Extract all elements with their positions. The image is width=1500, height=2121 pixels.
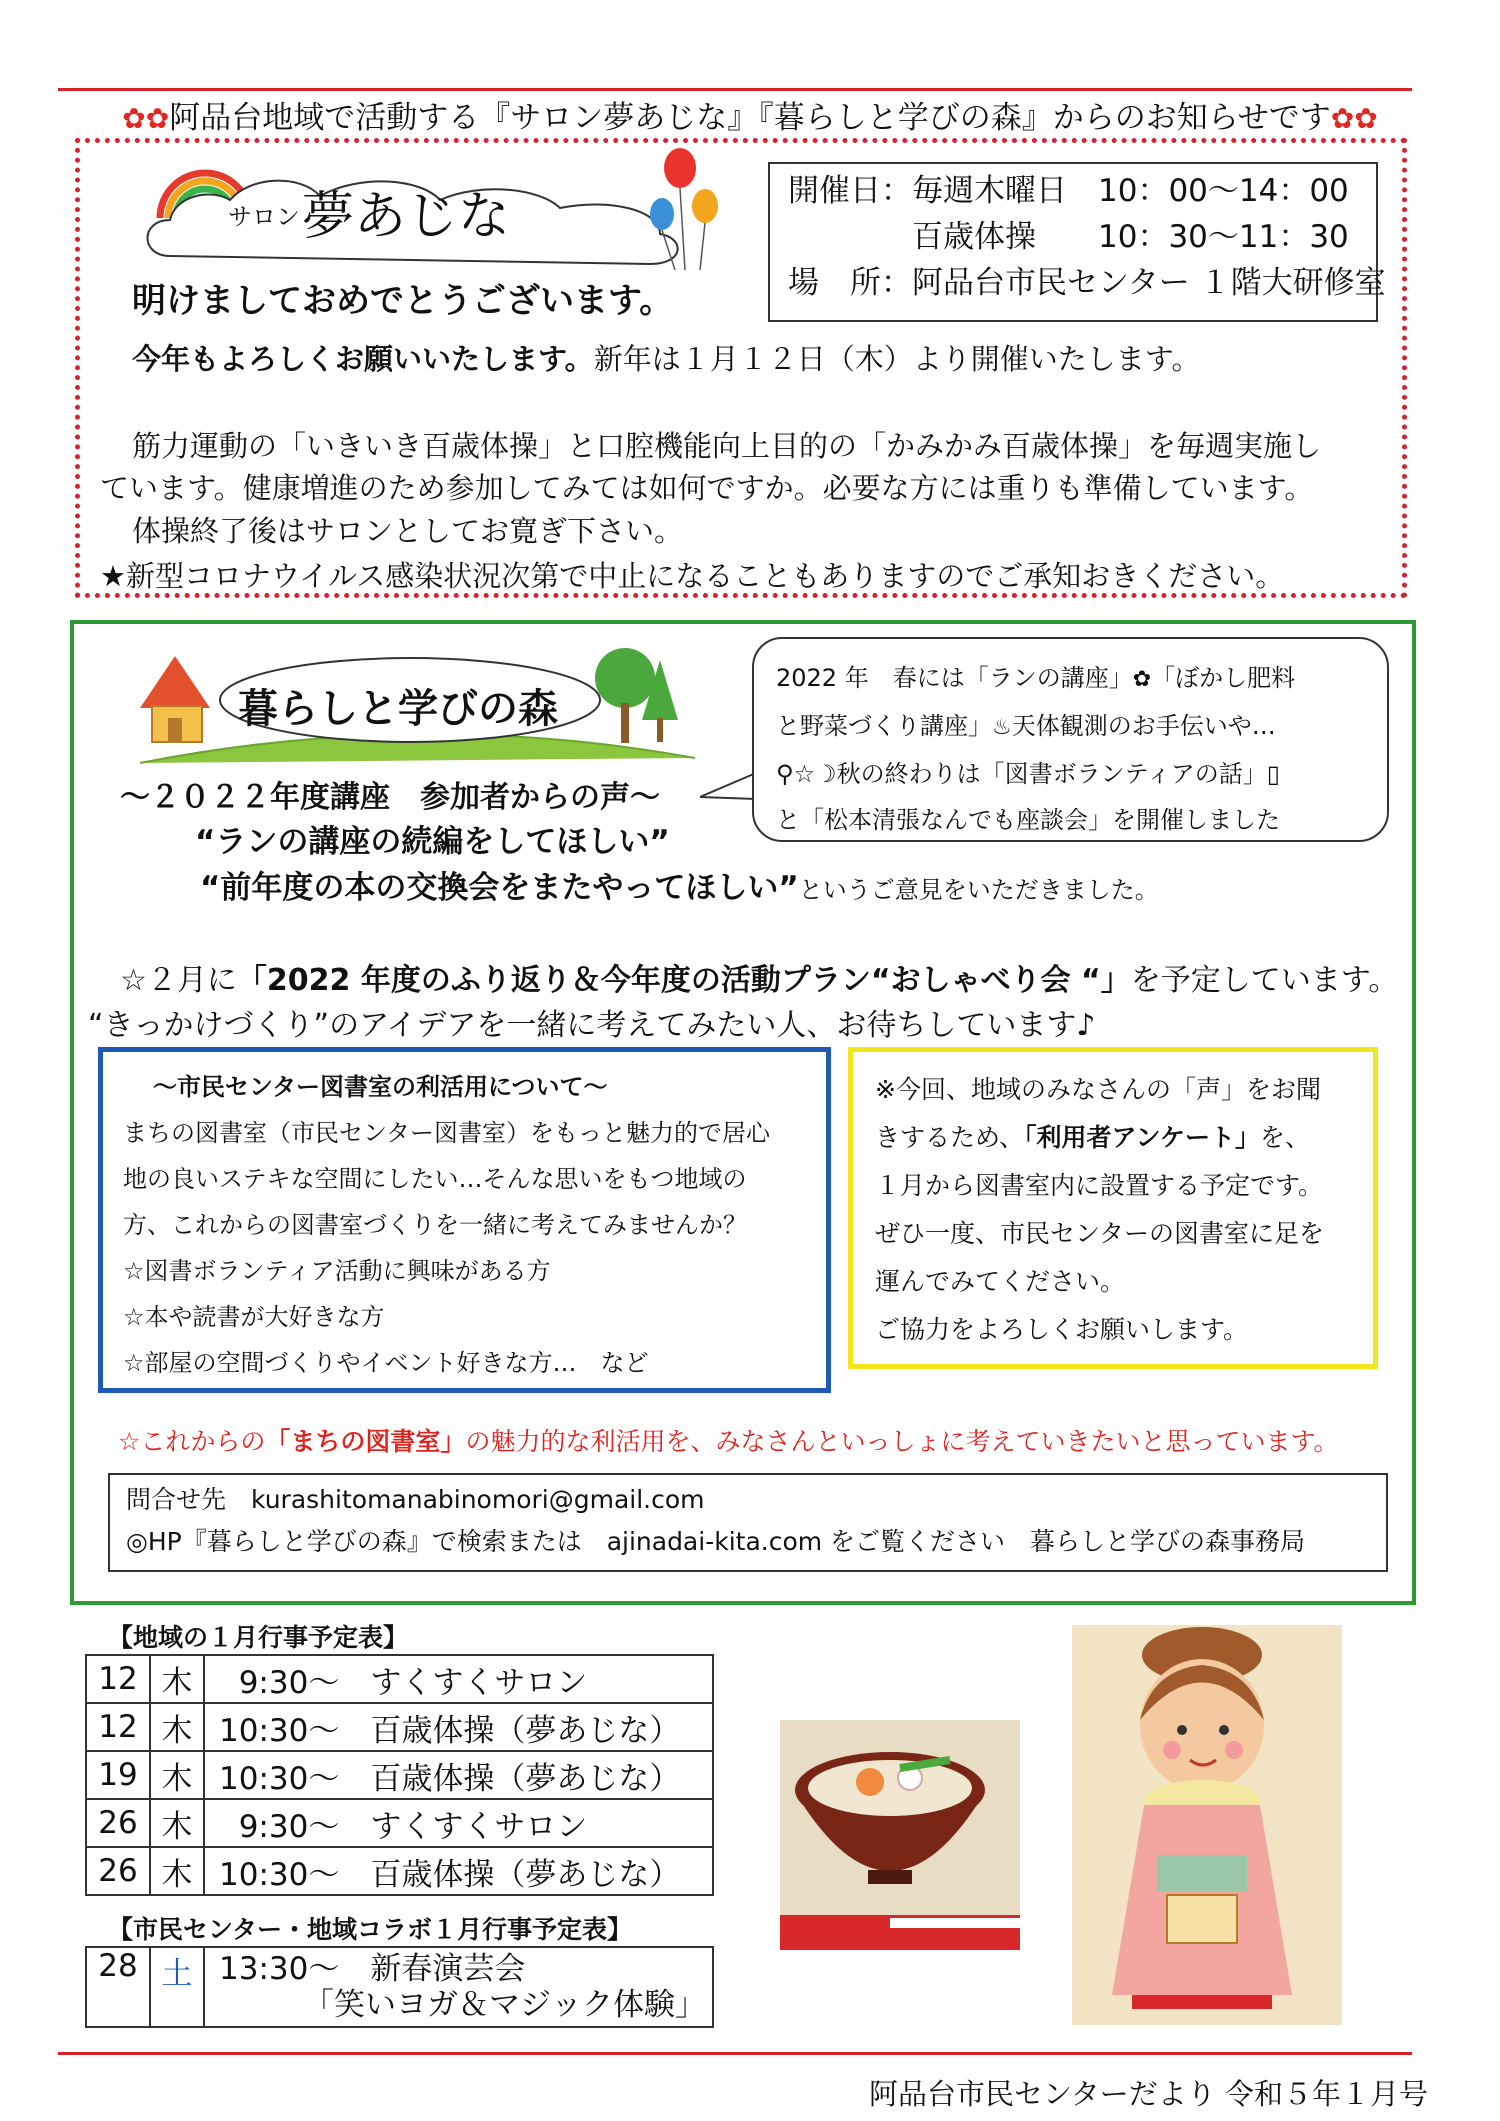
- ozoni-soup-illustration: [780, 1720, 1020, 1950]
- kimono-girl-illustration: [1072, 1625, 1342, 2025]
- telescope-icon: ⚲: [776, 760, 794, 788]
- voices-title: ～２０２２年度講座 参加者からの声～: [120, 780, 660, 815]
- plan-line-1: ☆２月に「2022 年度のふり返り＆今年度の活動プラン“おしゃべり会 “」を予定しています。: [120, 963, 1399, 998]
- library-box-line: 方、これからの図書室づくりを一緒に考えてみませんか？: [123, 1211, 747, 1239]
- plan-line-2: “きっかけづくり”のアイデアを一緒に考えてみたい人、お待ちしています♪: [88, 1008, 1096, 1043]
- newsletter-footer: 阿品台市民センターだより 令和５年１月号: [868, 2077, 1428, 2111]
- survey-line: 運んでみてください。: [875, 1267, 1126, 1296]
- survey-line: ぜひ一度、市民センターの図書室に足を: [875, 1219, 1325, 1248]
- info-line: 百歳体操 10：30～11：30: [788, 219, 1349, 255]
- survey-line: ※今回、地域のみなさんの「声」をお聞: [875, 1075, 1321, 1104]
- salon-paragraph-2a: 筋力運動の「いきいき百歳体操」と口腔機能向上目的の「かみかみ百歳体操」を毎週実施し: [132, 429, 1322, 463]
- library-info-box: [98, 1047, 831, 1393]
- speech-bubble: 2022 年 春には「ランの講座」✿「ぼかし肥料 と野菜づくり講座」♨天体観測のお手伝いや… ⚲☆☽秋の終わりは「図書ボランティアの話」▯ と「松本清張なんでも座談会」を開催しました: [752, 637, 1389, 842]
- house-icon: [140, 656, 210, 742]
- library-box-line: 地の良いステキな空間にしたい…そんな思いをもつ地域の: [123, 1165, 747, 1193]
- salon-info-box: [768, 162, 1386, 322]
- table-row: 26 木 10:30～ 百歳体操（夢あじな）: [86, 1847, 713, 1895]
- schedule-title: 【地域の１月行事予定表】: [108, 1623, 409, 1652]
- library-box-line: ☆部屋の空間づくりやイベント好きな方… など: [123, 1349, 649, 1377]
- table-row: 12 木 9:30～ すくすくサロン: [86, 1655, 713, 1703]
- book-icon: ▯: [1266, 760, 1280, 788]
- greeting: 明けましておめでとうございます。: [132, 281, 674, 321]
- library-box-line: まちの図書室（市民センター図書室）をもっと魅力的で居心: [123, 1119, 771, 1147]
- flower-icon: ✿: [1132, 667, 1152, 692]
- flower-icon: ✿✿: [122, 102, 170, 135]
- survey-line: ご協力をよろしくお願いします。: [875, 1315, 1249, 1344]
- survey-line: １月から図書室内に設置する予定です。: [875, 1171, 1324, 1200]
- header-line: ✿✿阿品台地域で活動する『サロン夢あじな』『暮らしと学びの森』からのお知らせです✿✿: [122, 100, 1378, 136]
- salon-notice: ★新型コロナウイルス感染状況次第で中止になることもありますのでご承知おきください。: [100, 559, 1285, 593]
- library-box-line: ☆本や読書が大好きな方: [123, 1303, 385, 1331]
- speech-bubble-tail: [700, 765, 760, 805]
- collab-schedule-table: [85, 1946, 714, 2028]
- library-box-line: ☆図書ボランティア活動に興味がある方: [123, 1257, 551, 1285]
- table-row: 19 木 10:30～ 百歳体操（夢あじな）: [86, 1751, 713, 1799]
- mori-logo-title: 暮らしと学びの森: [238, 686, 558, 732]
- contact-email: 問合せ先 kurashitomanabinomori@gmail.com: [126, 1485, 705, 1514]
- survey-box: [848, 1047, 1378, 1369]
- contact-website: ◎HP『暮らしと学びの森』で検索または ajinadai-kita.com をご覧ください 暮らしと学びの森事務局: [126, 1527, 1306, 1556]
- top-rule: [58, 88, 1412, 91]
- info-line: 場 所：阿品台市民センター １階大研修室: [788, 265, 1386, 301]
- voice-2-row: “前年度の本の交換会をまたやってほしい”というご意見をいただきました。: [200, 870, 1159, 906]
- library-call-to-action: ☆これからの「まちの図書室」の魅力的な利活用を、みなさんといっしょに考えていきたいと思っています。: [118, 1427, 1339, 1456]
- salon-logo-title: 夢あじな: [302, 187, 511, 247]
- collab-schedule-title: 【市民センター・地域コラボ１月行事予定表】: [108, 1915, 633, 1944]
- salon-paragraph-2b: ています。健康増進のため参加してみては如何ですか。必要な方には重りも準備しています。: [100, 471, 1314, 505]
- vegetable-icon: ♨: [992, 715, 1012, 740]
- contact-box: [108, 1473, 1388, 1572]
- survey-line: きするため、「利用者アンケート」を、: [875, 1123, 1311, 1152]
- library-box-title: ～市民センター図書室の利活用について～: [153, 1073, 608, 1101]
- table-row: 12 木 10:30～ 百歳体操（夢あじな）: [86, 1703, 713, 1751]
- tree-icon: [595, 648, 678, 743]
- bottom-rule: [58, 2052, 1412, 2055]
- table-row: 26 木 9:30～ すくすくサロン: [86, 1799, 713, 1847]
- flower-icon: ✿✿: [1330, 102, 1378, 135]
- schedule-table: [85, 1654, 714, 1896]
- salon-paragraph-1: 今年もよろしくお願いいたします。新年は１月１２日（木）より開催いたします。: [132, 342, 1201, 376]
- salon-logo-small: サロン: [228, 203, 300, 231]
- table-row: 28 土 13:30～ 新春演芸会 「笑いヨガ＆マジック体験」: [86, 1947, 713, 2027]
- salon-paragraph-3: 体操終了後はサロンとしてお寛ぎ下さい。: [132, 514, 684, 548]
- info-line: 開催日：毎週木曜日 10：00～14：00: [788, 173, 1349, 209]
- voice-1: “ランの講座の続編をしてほしい”: [195, 824, 670, 860]
